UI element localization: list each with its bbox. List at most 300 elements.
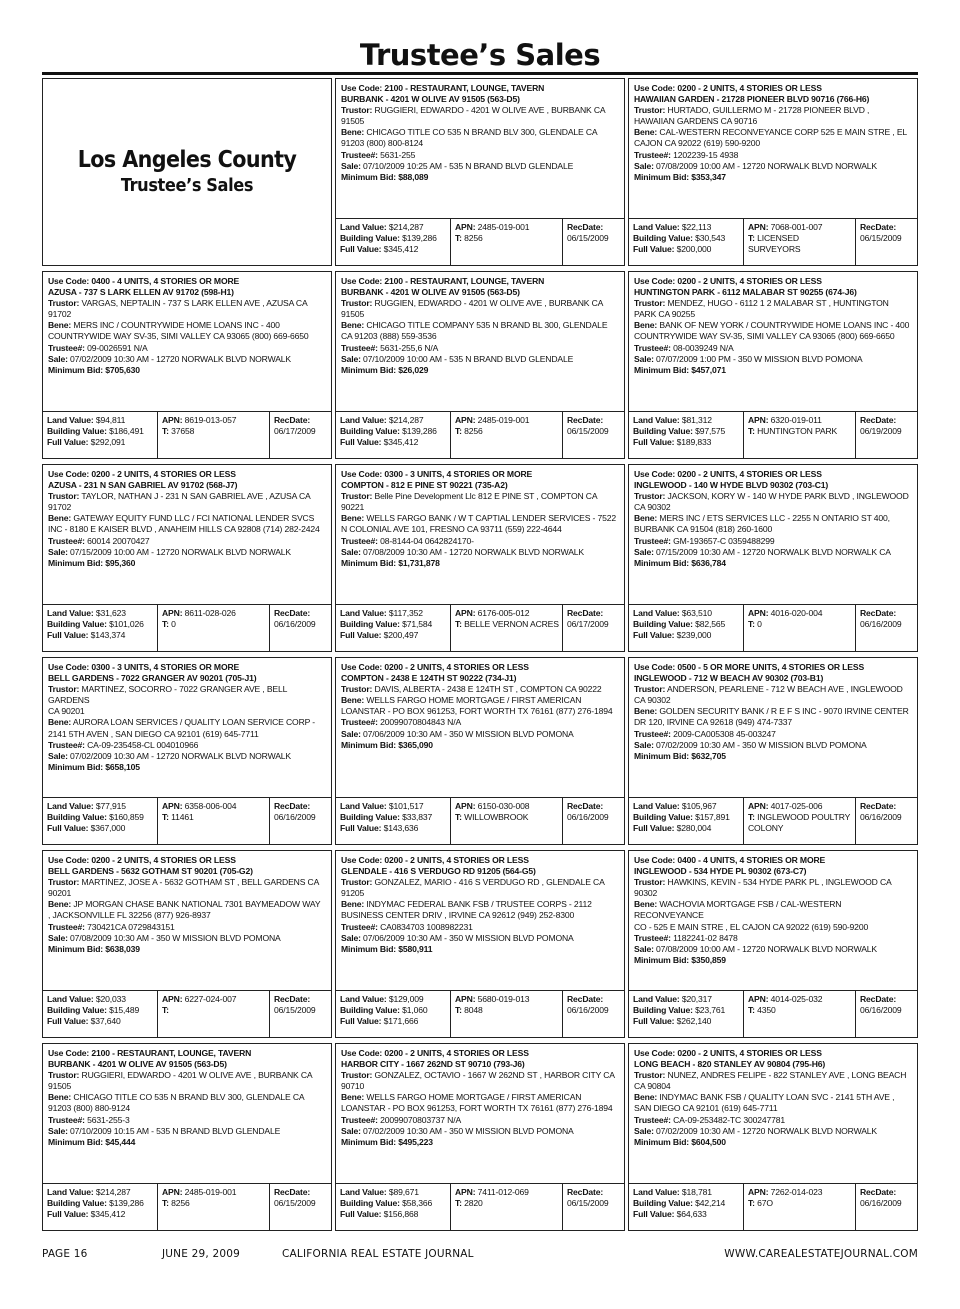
beneficiary: [634, 127, 913, 138]
minimum-bid: [48, 944, 327, 955]
land-value-value: $117,352: [388, 608, 423, 618]
building-value-label: Building Value:: [340, 233, 400, 244]
beneficiary: [48, 899, 327, 910]
land-value-value: $214,287: [388, 415, 424, 425]
land-value-value: $20,033: [95, 994, 126, 1004]
rec-date-column: [269, 991, 331, 1037]
use-code-label: Use Code:: [634, 276, 676, 286]
listing-record: [42, 657, 332, 845]
use-code-label: Use Code:: [634, 662, 676, 672]
building-value: [633, 233, 740, 244]
beneficiary-continued: 91203 (800) 800-8124: [341, 138, 424, 149]
apn: [455, 801, 559, 812]
building-value-value: $101,026: [109, 619, 144, 630]
building-value-value: $139,286: [402, 233, 437, 244]
rec-date-column: [562, 798, 624, 844]
trustor: [634, 877, 913, 888]
tract-value: 8048: [464, 1005, 483, 1016]
full-value-value: $143,636: [383, 823, 419, 834]
apn-column: [450, 798, 562, 844]
rec-date-value: 06/16/2009: [860, 812, 902, 823]
property-address: LONG BEACH - 820 STANLEY AV 90804 (795-H6): [634, 1059, 826, 1070]
trustor-label: Trustor:: [341, 877, 373, 888]
tract: [162, 1005, 266, 1016]
apn-value: 6227-024-007: [184, 994, 237, 1004]
tract-label: T:: [748, 812, 755, 823]
land-value: [47, 801, 154, 812]
tract-label: T:: [455, 812, 462, 823]
tract-value: 67O: [757, 1198, 773, 1209]
trustor-continued: 91205: [341, 888, 365, 899]
apn-label: APN:: [162, 994, 183, 1004]
sale-info-label: Sale:: [634, 353, 654, 364]
land-value-label: Land Value:: [633, 222, 680, 232]
building-value: [633, 1198, 740, 1209]
tract-label: T:: [748, 1005, 755, 1016]
apn-column: [450, 605, 562, 651]
listing-record: [42, 850, 332, 1038]
valuation-table: [43, 411, 331, 458]
land-value: [340, 608, 447, 619]
land-value: [340, 222, 447, 233]
apn: [748, 608, 852, 619]
apn-value: 6358-006-004: [184, 801, 237, 811]
rec-date-label: RecDate:: [567, 994, 604, 1004]
tract: [455, 812, 559, 823]
tract-label: T:: [162, 426, 169, 437]
sale-info: [341, 933, 620, 944]
apn-column: [157, 798, 269, 844]
land-value: [340, 1187, 447, 1198]
sale-info: [341, 729, 620, 740]
sale-info-label: Sale:: [341, 728, 361, 739]
full-value: [47, 823, 154, 834]
full-value-value: $156,868: [383, 1209, 419, 1220]
building-value-label: Building Value:: [633, 812, 693, 823]
minimum-bid-label: Minimum Bid:: [634, 954, 690, 965]
tract-label: T:: [162, 812, 169, 823]
tract: [748, 1198, 852, 1209]
record-details: [43, 272, 331, 376]
building-value-label: Building Value:: [47, 1198, 107, 1209]
land-value: [47, 608, 154, 619]
trustee-number: [341, 343, 620, 354]
apn-column: [157, 991, 269, 1037]
value-column: [629, 1184, 743, 1230]
building-value-value: $82,565: [695, 619, 726, 630]
trustor: [341, 491, 620, 502]
use-code: [48, 276, 327, 287]
sale-info: [48, 354, 327, 365]
rec-date-value: 06/15/2009: [567, 233, 609, 244]
building-value-label: Building Value:: [47, 1005, 107, 1016]
beneficiary: [341, 1092, 620, 1103]
land-value-label: Land Value:: [47, 1187, 94, 1197]
tract-label: T:: [162, 1198, 169, 1209]
trustor-label: Trustor:: [341, 491, 373, 502]
apn-label: APN:: [455, 222, 476, 232]
minimum-bid-value: $26,029: [398, 364, 429, 375]
trustor-continued: CA 90302: [634, 695, 671, 706]
tract: [455, 1005, 559, 1016]
building-value-value: $23,761: [695, 1005, 726, 1016]
rec-date-value: 06/16/2009: [274, 619, 316, 630]
building-value-value: $157,891: [695, 812, 730, 823]
trustee-number: [48, 922, 327, 933]
beneficiary: [48, 717, 327, 728]
trustor: [341, 684, 620, 695]
beneficiary-label: Bene:: [341, 513, 365, 524]
use-code-label: Use Code:: [341, 855, 383, 865]
trustee-number-value: 20099070803737 N/A: [380, 1114, 462, 1125]
full-value: [47, 1209, 154, 1220]
apn: [162, 801, 266, 812]
land-value-label: Land Value:: [340, 994, 387, 1004]
full-value: [633, 1016, 740, 1027]
use-code-label: Use Code:: [634, 1048, 676, 1058]
rec-date-column: [855, 1184, 917, 1230]
property-address: BURBANK - 4201 W OLIVE AV 91505 (563-D5): [341, 287, 520, 298]
trustor-continued: PARK CA 90255: [634, 309, 695, 320]
property-address: AZUSA - 231 N SAN GABRIEL AV 91702 (568-J7): [48, 480, 238, 491]
trustor-value: RUGGIEN, EDWARDO - 4201 W OLIVE AVE , BURBANK CA: [374, 298, 604, 309]
use-code: [634, 662, 913, 673]
land-value-label: Land Value:: [340, 608, 387, 618]
land-value-value: $94,811: [95, 415, 126, 425]
building-value: [340, 426, 447, 437]
rec-date-column: [269, 798, 331, 844]
rec-date-value: 06/15/2009: [567, 426, 609, 437]
rec-date-label: RecDate:: [860, 222, 897, 232]
beneficiary-label: Bene:: [634, 1092, 658, 1103]
valuation-table: [43, 797, 331, 844]
trustee-number-label: Trustee#:: [48, 1114, 85, 1125]
listing-record: [335, 657, 625, 845]
rec-date-label: RecDate:: [274, 1187, 311, 1197]
full-value: [633, 630, 740, 641]
rec-date-value: 06/15/2009: [274, 1198, 316, 1209]
minimum-bid-label: Minimum Bid:: [341, 557, 397, 568]
land-value: [633, 608, 740, 619]
beneficiary: [341, 127, 620, 138]
tract-value: 4350: [757, 1005, 776, 1016]
use-code-label: Use Code:: [634, 469, 676, 479]
trustee-number-value: 60014 20070427: [87, 535, 150, 546]
minimum-bid-value: $45,444: [105, 1136, 136, 1147]
sale-info-value: 07/15/2009 10:00 AM - 12720 NORWALK BLVD NORWALK: [70, 546, 292, 557]
footer-date: JUNE 29, 2009: [162, 1248, 240, 1260]
minimum-bid-label: Minimum Bid:: [634, 171, 690, 182]
trustee-number-value: 5631-255: [380, 149, 416, 160]
trustee-number-value: 08-8144-04 0642824170-: [380, 535, 474, 546]
building-value-label: Building Value:: [633, 619, 693, 630]
land-value-value: $31,623: [95, 608, 126, 618]
minimum-bid: [341, 558, 620, 569]
minimum-bid: [48, 1137, 327, 1148]
tract-label: T:: [748, 1198, 755, 1209]
apn-column: [450, 991, 562, 1037]
use-code: [341, 662, 620, 673]
trustor-value: NUNEZ, ANDRES FELIPE - 822 STANLEY AVE , LONG BEACH: [667, 1070, 907, 1081]
beneficiary-label: Bene:: [48, 899, 72, 910]
valuation-table: [43, 1183, 331, 1230]
rec-date-label: RecDate:: [274, 994, 311, 1004]
beneficiary-value: GOLDEN SECURITY BANK / R E F S INC - 9070 IRVINE CENTER: [659, 706, 909, 717]
use-code-label: Use Code:: [48, 662, 90, 672]
full-value-value: $262,140: [676, 1016, 712, 1027]
minimum-bid: [634, 955, 913, 966]
use-code-label: Use Code:: [48, 276, 90, 286]
use-code-label: Use Code:: [341, 469, 383, 479]
rec-date-label: RecDate:: [274, 415, 311, 425]
value-column: [336, 605, 450, 651]
building-value-label: Building Value:: [633, 1005, 693, 1016]
valuation-table: [629, 411, 917, 458]
trustor: [341, 1070, 620, 1081]
beneficiary: [634, 706, 913, 717]
rec-date-column: [855, 605, 917, 651]
apn-value: 5680-019-013: [477, 994, 530, 1004]
use-code-label: Use Code:: [48, 1048, 90, 1058]
sale-info-value: 07/10/2009 10:00 AM - 535 N BRAND BLVD GLENDALE: [363, 353, 574, 364]
building-value-label: Building Value:: [47, 812, 107, 823]
apn-column: [743, 219, 855, 265]
minimum-bid: [634, 751, 913, 762]
rec-date-label: RecDate:: [860, 801, 897, 811]
trustee-number: [634, 343, 913, 354]
record-details: [43, 465, 331, 569]
tract-label: T:: [748, 426, 755, 437]
sale-info: [48, 547, 327, 558]
minimum-bid: [341, 944, 620, 955]
trustee-number: [634, 729, 913, 740]
trustee-number-value: 5631-255-3: [87, 1114, 130, 1125]
trustee-number: [634, 933, 913, 944]
beneficiary: [634, 513, 913, 524]
county-header-box: [42, 78, 332, 266]
rec-date-label: RecDate:: [274, 608, 311, 618]
tract-label: T:: [455, 426, 462, 437]
land-value-value: $63,510: [681, 608, 712, 618]
tract-label: T:: [455, 1005, 462, 1016]
beneficiary: [634, 899, 913, 921]
use-code-value: 2100 - RESTAURANT, LOUNGE, TAVERN: [384, 276, 545, 286]
trustee-number-label: Trustee#:: [48, 535, 85, 546]
use-code-value: 0200 - 2 UNITS, 4 STORIES OR LESS: [384, 855, 529, 865]
full-value-label: Full Value:: [633, 1016, 675, 1027]
tract: [748, 619, 852, 630]
building-value: [633, 426, 740, 437]
trustor-label: Trustor:: [48, 1070, 80, 1081]
sale-info-label: Sale:: [634, 160, 654, 171]
valuation-table: [43, 604, 331, 651]
trustee-number-label: Trustee#:: [48, 921, 85, 932]
minimum-bid: [341, 365, 620, 376]
beneficiary-value: CHICAGO TITLE COMPANY 535 N BRAND BL 300, GLENDALE: [366, 320, 608, 331]
listing-record: [42, 271, 332, 459]
record-details: [629, 79, 917, 183]
building-value-label: Building Value:: [47, 619, 107, 630]
record-details: [336, 851, 624, 955]
tract-value: 8256: [464, 233, 483, 244]
land-value-label: Land Value:: [340, 801, 387, 811]
apn-label: APN:: [748, 222, 769, 232]
building-value: [47, 1005, 154, 1016]
use-code: [634, 1048, 913, 1059]
full-value-label: Full Value:: [340, 823, 382, 834]
trustee-number-label: Trustee#:: [634, 535, 671, 546]
minimum-bid: [634, 558, 913, 569]
minimum-bid-value: $353,347: [691, 171, 726, 182]
tract: [162, 812, 266, 823]
valuation-table: [336, 990, 624, 1037]
land-value-value: $77,915: [95, 801, 126, 811]
rec-date-label: RecDate:: [567, 608, 604, 618]
land-value: [47, 994, 154, 1005]
trustee-number-value: 09-0026591 N/A: [87, 342, 148, 353]
full-value: [340, 1209, 447, 1220]
building-value-value: $160,859: [109, 812, 144, 823]
minimum-bid: [341, 172, 620, 183]
use-code: [48, 662, 327, 673]
beneficiary-value: CHICAGO TITLE CO 535 N BRAND BLV 300, GLENDALE CA: [366, 127, 598, 138]
tract: [455, 619, 559, 630]
apn: [748, 1187, 852, 1198]
full-value-value: $239,000: [676, 630, 712, 641]
building-value: [340, 812, 447, 823]
use-code: [341, 83, 620, 94]
trustee-number-label: Trustee#:: [341, 149, 378, 160]
property-address: BURBANK - 4201 W OLIVE AV 91505 (563-D5): [48, 1059, 227, 1070]
property-address: COMPTON - 2438 E 124TH ST 90222 (734-J1): [341, 673, 517, 684]
beneficiary-label: Bene:: [48, 513, 72, 524]
building-value: [633, 1005, 740, 1016]
value-column: [336, 412, 450, 458]
rec-date-label: RecDate:: [567, 1187, 604, 1197]
sale-info-label: Sale:: [48, 1125, 68, 1136]
sale-info-value: 07/08/2009 10:30 AM - 12720 NORWALK BLVD NORWALK: [363, 546, 585, 557]
trustee-number-label: Trustee#:: [634, 342, 671, 353]
building-value-value: $58,366: [402, 1198, 433, 1209]
beneficiary: [341, 320, 620, 331]
apn-column: [743, 1184, 855, 1230]
building-value-value: $33,837: [402, 812, 433, 823]
beneficiary-label: Bene:: [341, 320, 365, 331]
minimum-bid-label: Minimum Bid:: [634, 1136, 690, 1147]
land-value-value: $214,287: [95, 1187, 131, 1197]
full-value-value: $280,004: [676, 823, 712, 834]
beneficiary-value: CAL-WESTERN RECONVEYANCE CORP 525 E MAIN STRE , EL: [659, 127, 908, 138]
rec-date-column: [855, 991, 917, 1037]
trustor-value: MARTINEZ, JOSE A - 5632 GOTHAM ST , BELL GARDENS CA: [81, 877, 320, 888]
tract: [748, 426, 852, 437]
rec-date-value: 06/17/2009: [567, 619, 609, 630]
value-column: [629, 219, 743, 265]
trustee-number-label: Trustee#:: [48, 342, 85, 353]
valuation-table: [336, 411, 624, 458]
sale-info-label: Sale:: [634, 943, 654, 954]
valuation-table: [336, 218, 624, 265]
trustor-label: Trustor:: [341, 1070, 373, 1081]
minimum-bid-label: Minimum Bid:: [341, 943, 397, 954]
value-column: [43, 798, 157, 844]
trustor-value: HURTADO, GUILLERMO M - 21728 PIONEER BLVD ,: [667, 105, 870, 116]
trustee-number: [634, 1115, 913, 1126]
minimum-bid-label: Minimum Bid:: [634, 750, 690, 761]
trustor-value: RUGGIERI, EDWARDO - 4201 W OLIVE AVE , BURBANK CA: [81, 1070, 313, 1081]
record-details: [336, 1044, 624, 1148]
minimum-bid-value: $88,089: [398, 171, 429, 182]
rec-date-value: 06/16/2009: [567, 1005, 609, 1016]
record-details: [336, 272, 624, 376]
beneficiary-continued: LOANSTAR - PO BOX 961253, FORT WORTH TX 76161 (877) 276-1894: [341, 1103, 613, 1114]
use-code: [634, 469, 913, 480]
sale-info: [634, 944, 913, 955]
full-value-label: Full Value:: [633, 244, 675, 255]
tract: [748, 812, 852, 823]
rec-date-label: RecDate:: [567, 222, 604, 232]
property-address: INGLEWOOD - 140 W HYDE BLVD 90302 (703-C1): [634, 480, 829, 491]
minimum-bid: [48, 762, 327, 773]
use-code-label: Use Code:: [48, 469, 90, 479]
sale-info: [634, 354, 913, 365]
listing-record: [335, 1043, 625, 1231]
beneficiary-label: Bene:: [634, 513, 658, 524]
use-code-value: 0200 - 2 UNITS, 4 STORIES OR LESS: [384, 1048, 529, 1058]
trustor-label: Trustor:: [341, 684, 373, 695]
tract-label: T:: [162, 1005, 169, 1016]
rec-date-label: RecDate:: [567, 801, 604, 811]
apn-column: [743, 605, 855, 651]
tract: [455, 233, 559, 244]
building-value-label: Building Value:: [340, 812, 400, 823]
tract-value: 37658: [171, 426, 195, 437]
tract: [162, 426, 266, 437]
trustee-number: [341, 150, 620, 161]
beneficiary-label: Bene:: [634, 706, 658, 717]
apn: [748, 801, 852, 812]
trustee-number: [341, 922, 620, 933]
apn-label: APN:: [455, 1187, 476, 1197]
title-rule: [42, 72, 918, 75]
full-value-value: $143,374: [90, 630, 126, 641]
apn-column: [743, 991, 855, 1037]
sale-info: [48, 1126, 327, 1137]
trustee-number-value: 5631-255,6 N/A: [380, 342, 439, 353]
trustor-continued: HAWAIIAN GARDENS CA 90716: [634, 116, 758, 127]
use-code-value: 2100 - RESTAURANT, LOUNGE, TAVERN: [91, 1048, 252, 1058]
beneficiary-value: WACHOVIA MORTGAGE FSB / CAL-WESTERN RECONVEYANCE: [634, 899, 842, 921]
county-title: Los Angeles County: [77, 147, 297, 173]
land-value: [340, 994, 447, 1005]
use-code-label: Use Code:: [634, 855, 676, 865]
trustee-number-label: Trustee#:: [634, 932, 671, 943]
trustor-value: MARTINEZ, SOCORRO - 7022 GRANGER AVE , BELL GARDENS: [48, 684, 287, 706]
tract-label: T:: [455, 233, 462, 244]
trustor-continued: CA 90804: [634, 1081, 671, 1092]
minimum-bid-label: Minimum Bid:: [341, 739, 397, 750]
value-column: [629, 605, 743, 651]
use-code-value: 0500 - 5 OR MORE UNITS, 4 STORIES OR LESS: [677, 662, 865, 672]
full-value: [633, 1209, 740, 1220]
tract-value: 8256: [464, 426, 483, 437]
trustor-continued: 90710: [341, 1081, 365, 1092]
listing-record: [335, 271, 625, 459]
beneficiary: [341, 695, 620, 706]
listing-record: [628, 1043, 918, 1231]
land-value: [633, 994, 740, 1005]
listing-record: [42, 464, 332, 652]
